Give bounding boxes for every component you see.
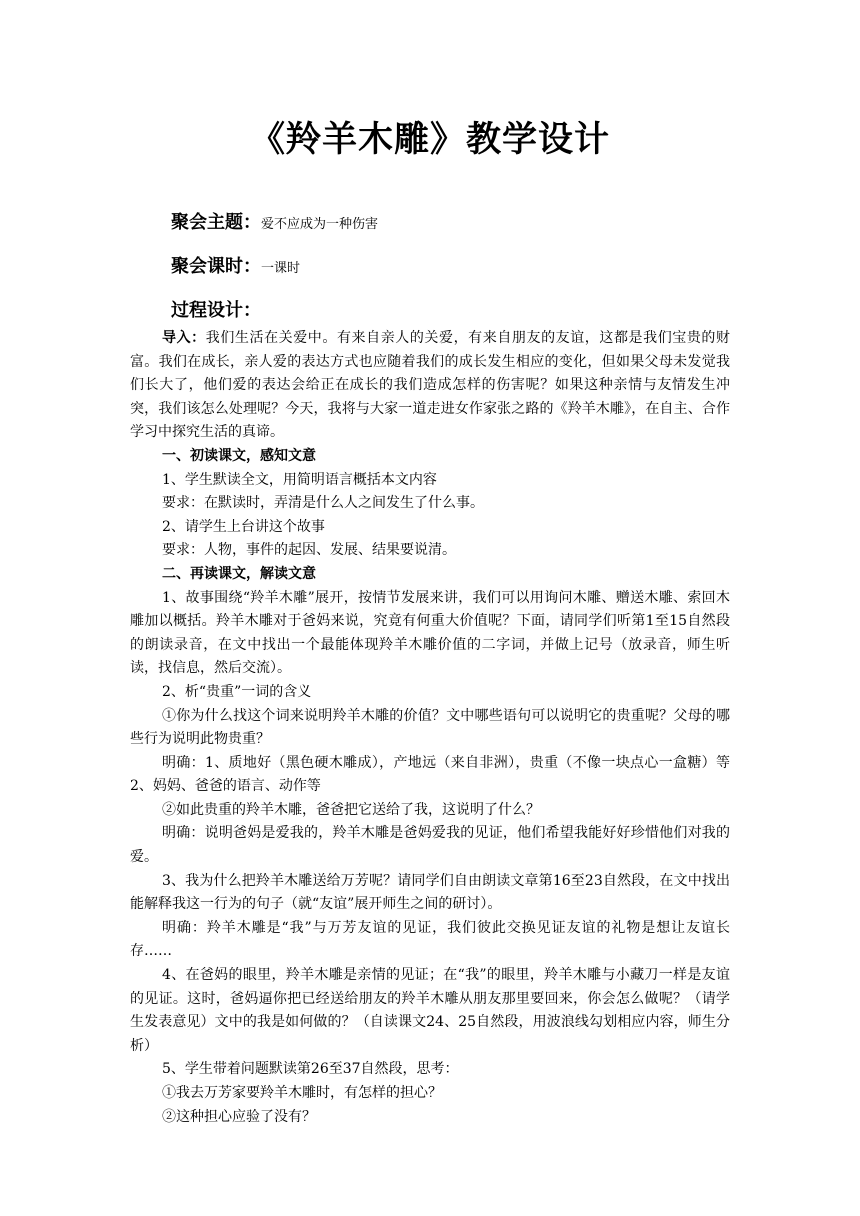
paragraph: 1、故事围绕“羚羊木雕”展开，按情节发展来讲，我们可以用询问木雕、赠送木雕、索回木雕加以概括。羚羊木雕对于爸妈来说，究竟有何重大价值呢？下面，请同学们听第1至15自然段的朗读录音，在文中找出一个最能体现羚羊木雕价值的二字词，并做上记号（放录音，师生听读，找信息，然后交流）。 xyxy=(130,589,730,677)
paragraph: ①你为什么找这个词来说明羚羊木雕的价值？文中哪些语句可以说明它的贵重呢？父母的哪些行为说明此物贵重？ xyxy=(130,707,730,748)
document-body xyxy=(130,327,749,1129)
section-1-heading: 一、初读课文，感知文意 xyxy=(162,447,316,464)
paragraph: 明确：羚羊木雕是“我”与万芳友谊的见证，我们彼此交换见证友谊的礼物是想让友谊长存…… xyxy=(130,919,730,960)
intro-label: 导入： xyxy=(162,330,206,346)
paragraph: 要求：在默读时，弄清是什么人之间发生了什么事。 xyxy=(162,495,484,512)
paragraph: 2、析“贵重”一词的含义 xyxy=(162,683,312,700)
section-2-heading: 二、再读课文，解读文意 xyxy=(162,565,316,582)
process-label: 过程设计： xyxy=(171,300,261,321)
paragraph: 明确：说明爸妈是爱我的，羚羊木雕是爸妈爱我的见证，他们希望我能好好珍惜他们对我的爱。 xyxy=(130,825,730,866)
intro-text: 我们生活在关爱中。有来自亲人的关爱，有来自朋友的友谊，这都是我们宝贵的财富。我们在成长，亲人爱的表达方式也应随着我们的成长发生相应的变化，但如果父母未发觉我们长大了，他们爱的表达会给正在成长的我们造成怎样的伤害呢？如果这种亲情与友情发生冲突，我们该怎么处理呢？今天，我将与大家一道走进女作家张之路的《羚羊木雕》，在自主、合作学习中探究生活的真谛。 xyxy=(130,330,731,441)
paragraph: 3、我为什么把羚羊木雕送给万芳呢？请同学们自由朗读文章第16至23自然段，在文中找出能解释我这一行为的句子（就“友谊”展开师生之间的研讨）。 xyxy=(130,872,730,913)
document-title: 《羚羊木雕》教学设计 xyxy=(249,119,610,160)
meta-process xyxy=(171,296,261,322)
paragraph: 要求：人物，事件的起因、发展、结果要说清。 xyxy=(162,542,456,559)
paragraph: 1、学生默读全文，用简明语言概括本文内容 xyxy=(162,471,437,488)
period-label: 聚会课时： xyxy=(171,256,261,277)
theme-label: 聚会主题： xyxy=(171,212,261,233)
paragraph: 2、请学生上台讲这个故事 xyxy=(162,518,325,535)
paragraph: ①我去万芳家要羚羊木雕时，有怎样的担心？ xyxy=(162,1085,442,1101)
intro-paragraph xyxy=(130,327,730,445)
meta-period xyxy=(171,252,300,278)
paragraph: ②这种担心应验了没有？ xyxy=(162,1108,316,1125)
period-value: 一课时 xyxy=(261,261,301,276)
theme-value: 爱不应成为一种伤害 xyxy=(261,217,379,232)
paragraph: ②如此贵重的羚羊木雕，爸爸把它送给了我，这说明了什么？ xyxy=(162,801,540,818)
paragraph: 明确：1、质地好（黑色硬木雕成），产地远（来自非洲），贵重（不像一块点心一盒糖）等 2、妈妈、爸爸的语言、动作等 xyxy=(130,754,749,795)
paragraph: 4、在爸妈的眼里，羚羊木雕是亲情的见证；在“我”的眼里，羚羊木雕与小藏刀一样是友谊的见证。这时，爸妈逼你把已经送给朋友的羚羊木雕从朋友那里要回来，你会怎么做呢？（请学生发表意见）文中的我是如何做的？（自读课文24、25自然段，用波浪线勾划相应内容，师生分析） xyxy=(130,967,730,1054)
paragraph: 5、学生带着问题默读第26至37自然段，思考： xyxy=(162,1061,459,1078)
meta-theme xyxy=(171,208,378,234)
